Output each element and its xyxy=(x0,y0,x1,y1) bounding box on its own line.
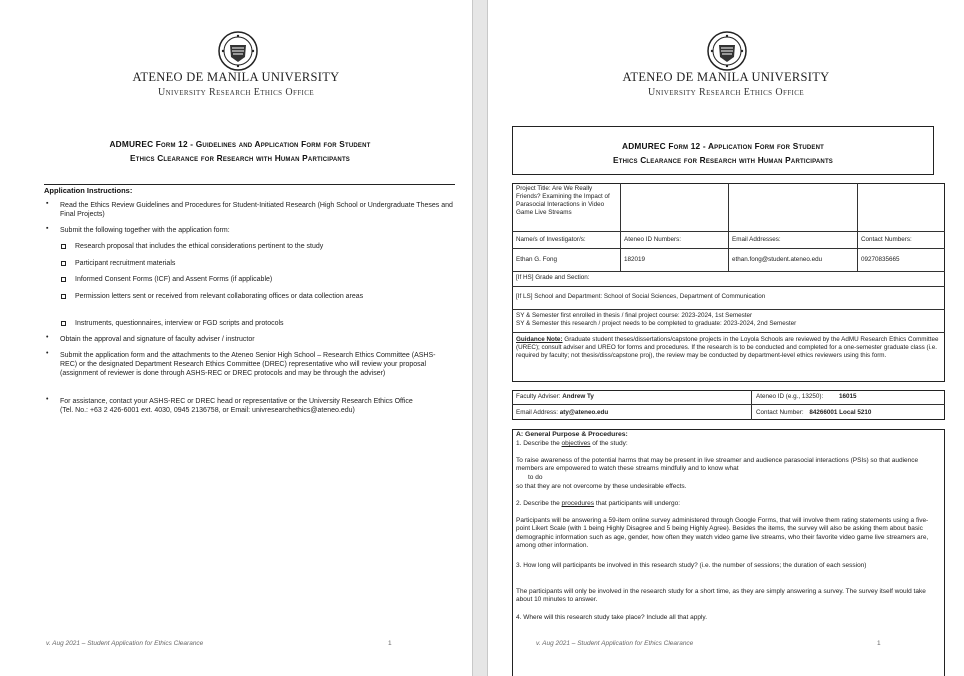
question-2-suffix: that participants will undergo: xyxy=(594,500,681,507)
document-page-2 xyxy=(488,0,964,676)
bullet-icon: ▪ xyxy=(46,200,49,207)
adviser-id: 16015 xyxy=(838,393,857,400)
office-name: University Research Ethics Office xyxy=(647,87,805,98)
investigator-id: 182019 xyxy=(624,256,646,263)
form-title-line-2: Ethics Clearance for Research with Human Participants xyxy=(129,153,351,163)
instruction-item: For assistance, contact your ASHS-REC or DREC head or representative or the University Research Ethics Office (Tel. No.: +63 2 426-6001 ext. 4030, 0945 2136758, or Email: univresearchethics@ateneo.edu) xyxy=(60,398,413,414)
form-title-line-1: ADMUREC Form 12 - Guidelines and Application Form for Student xyxy=(109,139,371,149)
emails-header: Email Addresses: xyxy=(732,236,781,243)
question-1-suffix: of the study: xyxy=(590,440,628,447)
question-1-keyword: objectives xyxy=(561,440,591,447)
answer-1-line-2: to do xyxy=(528,474,543,481)
page-footer: v. Aug 2021 – Student Application for Ethics Clearance xyxy=(46,640,204,647)
adviser-id-field xyxy=(756,393,941,401)
university-seal-icon xyxy=(218,31,258,71)
instruction-subitem: Instruments, questionnaires, interview or FGD scripts and protocols xyxy=(75,320,284,327)
instruction-subitem: Permission letters sent or received from relevant collaborating offices or data collection areas xyxy=(75,293,364,300)
bullet-icon: • xyxy=(46,334,49,341)
hs-grade-field: [If HS] Grade and Section: xyxy=(516,274,590,281)
bullet-icon: • xyxy=(46,396,49,403)
investigator-email: ethan.fong@student.ateneo.edu xyxy=(732,256,823,263)
checkbox-icon xyxy=(61,244,66,249)
university-name: ATENEO DE MANILA UNIVERSITY xyxy=(132,70,340,84)
checkbox-icon xyxy=(61,277,66,282)
instruction-subitem: Informed Consent Forms (ICF) and Assent Forms (if applicable) xyxy=(75,276,273,283)
checkbox-icon xyxy=(61,321,66,326)
university-seal-icon xyxy=(707,31,747,71)
instruction-item: Submit the application form and the attachments to the Ateneo Senior High School – Research Ethics Committee (ASHS-REC) or the designated Department Research Ethics Committee (DREC) representative who will review your proposal (assignment of reviewer is done through ASHS-REC or DREC protocols and may be through the adviser) xyxy=(60,352,436,377)
question-1-prefix: 1. Describe the xyxy=(516,440,562,447)
adviser-contact-label: Contact Number: xyxy=(756,409,804,416)
guidance-label: Guidance Note: xyxy=(516,336,563,343)
instruction-item: Submit the following together with the application form: xyxy=(60,227,230,234)
guidance-text: Graduate student theses/dissertations/capstone projects in the Loyola Schools are reviewed by the AdMU Research Ethics Committee (UREC); consult adviser and UREO for forms and procedures. If the research is to be conducted and completed for a one-semester graduate class (i.e. required by faculty; not thesis/diss/capstone proj), the review may be conducted by department-level ethics reviewers using this form. xyxy=(516,336,939,359)
investigator-contact: 09270835665 xyxy=(861,256,900,263)
form-title-line-2: Ethics Clearance for Research with Human Participants xyxy=(612,155,834,165)
instruction-item: Obtain the approval and signature of faculty adviser / instructor xyxy=(60,336,255,343)
adviser-name: Andrew Ty xyxy=(562,393,594,400)
contacts-header: Contact Numbers: xyxy=(861,236,912,243)
adviser-email-label: Email Address: xyxy=(516,409,558,416)
document-page-1 xyxy=(0,0,472,676)
page-gutter xyxy=(472,0,488,676)
instruction-subitem: Research proposal that includes the ethical considerations pertinent to the study xyxy=(75,243,324,250)
bullet-icon: • xyxy=(46,350,49,357)
adviser-contact-field xyxy=(756,409,941,417)
page-number: 1 xyxy=(388,640,392,647)
question-2-keyword: procedures xyxy=(561,500,595,507)
adviser-name-field xyxy=(516,393,746,401)
question-2 xyxy=(516,500,936,508)
sy-first-enrolled: SY & Semester first enrolled in thesis / final project course: 2023-2024, 1st Semester xyxy=(516,312,753,319)
page-number: 1 xyxy=(877,640,881,647)
investigator-name: Ethan G. Fong xyxy=(516,256,557,263)
question-3: 3. How long will participants be involved in this research study? (i.e. the number of sessions; the duration of each session) xyxy=(516,562,867,569)
adviser-id-label: Ateneo ID (e.g., 13250): xyxy=(756,393,824,400)
page-footer: v. Aug 2021 – Student Application for Ethics Clearance xyxy=(536,640,697,647)
checkbox-icon xyxy=(61,261,66,266)
answer-1-line-1: To raise awareness of the potential harms that may be present in live streamer and audience parasocial interactions (PSIs) so that audience members are empowered to watch these streams mindfully and to know what xyxy=(516,457,919,473)
section-a-title: A: General Purpose & Procedures: xyxy=(516,431,628,438)
project-title: Project Title: Are We Really Friends? Examining the Impact of Parasocial Interactions in Video Game Live Streams xyxy=(516,185,610,216)
ls-school-field: [If LS] School and Department: School of Social Sciences, Department of Communication xyxy=(516,293,766,300)
guidance-note xyxy=(516,336,941,360)
instruction-subitem: Participant recruitment materials xyxy=(75,260,176,267)
instruction-item: Read the Ethics Review Guidelines and Procedures for Student-Initiated Research (High School or Undergraduate Theses and Final Projects) xyxy=(60,202,453,218)
answer-3: The participants will only be involved in the research study for a short time, as they are simply answering a survey. The survey itself would take about 10 minutes to answer. xyxy=(516,588,926,604)
bullet-icon: ▪ xyxy=(46,225,49,232)
university-name: ATENEO DE MANILA UNIVERSITY xyxy=(622,70,830,84)
question-4: 4. Where will this research study take place? Include all that apply. xyxy=(516,614,708,621)
adviser-label: Faculty Adviser: xyxy=(516,393,561,400)
checkbox-icon xyxy=(61,294,66,299)
form-title xyxy=(512,139,934,167)
question-1 xyxy=(516,440,936,448)
office-name: University Research Ethics Office xyxy=(157,87,315,98)
form-title-line-1: ADMUREC Form 12 - Application Form for Student xyxy=(622,141,824,151)
investigators-header: Name/s of Investigator/s: xyxy=(516,236,586,243)
id-numbers-header: Ateneo ID Numbers: xyxy=(624,236,682,243)
form-title xyxy=(40,137,440,165)
answer-2: Participants will be answering a 59-item online survey administered through Google Forms, that will involve them rating statements using a five-point Likert Scale (with 1 being Highly Disagree and 5 being Highly Agree). Besides the items, the survey will also be asking them about basic demographic information such as age, gender, how often they watch video game live streams, who their favorite video game live streamers are, among other information. xyxy=(516,517,929,549)
answer-1-line-3: so that they are not overcome by these undesirable effects. xyxy=(516,483,687,490)
sy-complete: SY & Semester this research / project needs to be completed to graduate: 2023-2024, 2nd Semester xyxy=(516,320,797,327)
adviser-contact: 84266001 Local 5210 xyxy=(809,409,872,416)
instructions-heading: Application Instructions: xyxy=(44,184,455,195)
adviser-email: aty@ateneo.edu xyxy=(559,409,609,416)
question-2-prefix: 2. Describe the xyxy=(516,500,562,507)
adviser-email-field xyxy=(516,409,746,417)
